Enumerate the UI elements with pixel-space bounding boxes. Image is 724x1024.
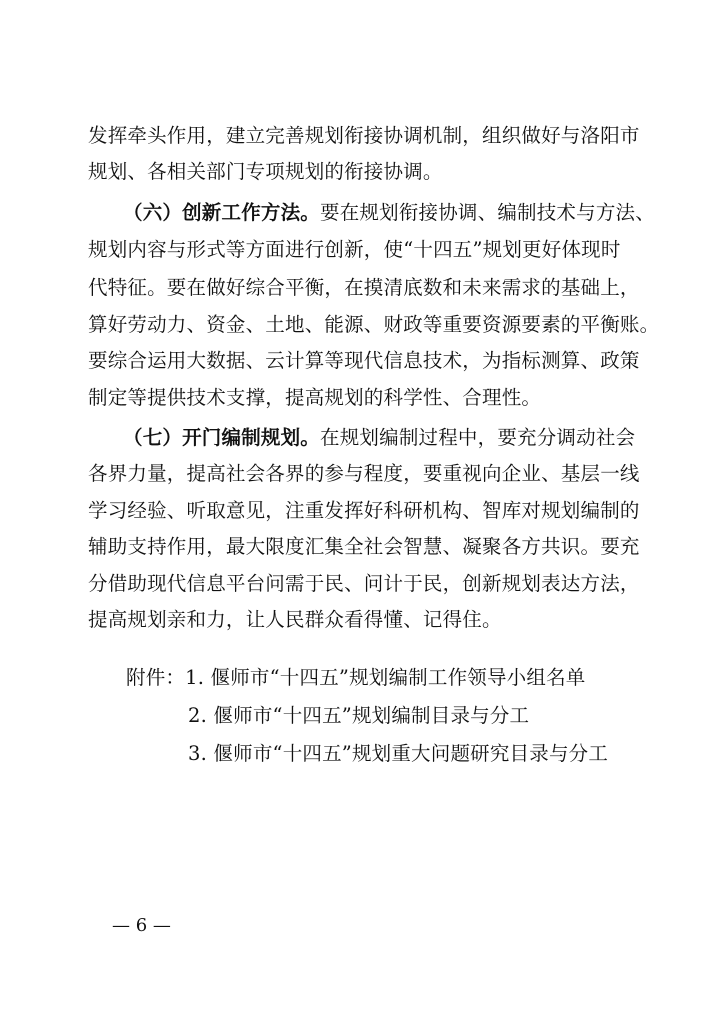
attachments-label: 附件： <box>126 666 186 689</box>
paragraph-text: 规划、各相关部门专项规划的衔接协调。 <box>88 160 443 183</box>
page-number: — 6 — <box>112 915 171 936</box>
paragraph-text: 制定等提供技术支撑，提高规划的科学性、合理性。 <box>88 386 542 409</box>
attachment-title: 偃师市“十四五”规划编制目录与分工 <box>213 704 530 727</box>
attachment-number: 2. <box>188 704 208 727</box>
attachment-number: 3. <box>188 742 208 765</box>
paragraph-text: 要在规划衔接协调、编制技术与方法、 <box>320 201 655 224</box>
paragraph-line <box>88 238 621 262</box>
attachment-item <box>188 742 608 766</box>
paragraph-text: 分借助现代信息平台问需于民、问计于民，创新规划表达方法， <box>88 572 640 595</box>
paragraph-text: 规划内容与形式等方面进行创新，使“十四五”规划更好体现时 <box>88 238 621 261</box>
paragraph-line <box>88 608 502 632</box>
paragraph-line <box>88 124 640 148</box>
paragraph-line <box>88 499 640 523</box>
paragraph-text: 要综合运用大数据、云计算等现代信息技术，为指标测算、政策 <box>88 349 640 372</box>
paragraph-line <box>88 276 640 300</box>
paragraph-text: 算好劳动力、资金、土地、能源、财政等重要资源要素的平衡账。 <box>88 313 660 336</box>
attachment-item <box>126 666 585 690</box>
paragraph-line <box>88 313 659 337</box>
attachment-item <box>188 704 529 728</box>
paragraph-line <box>88 386 541 410</box>
paragraph-text: 发挥牵头作用，建立完善规划衔接协调机制，组织做好与洛阳市 <box>88 124 640 147</box>
paragraph-line <box>88 160 443 184</box>
section-heading-line <box>123 201 655 225</box>
paragraph-line <box>88 349 640 373</box>
paragraph-text: 辅助支持作用，最大限度汇集全社会智慧、凝聚各方共识。要充 <box>88 535 640 558</box>
section-heading-open-planning: （七）开门编制规划。 <box>123 426 321 449</box>
section-heading-innovation: （六）创新工作方法。 <box>123 201 321 224</box>
section-heading-line <box>123 426 635 450</box>
paragraph-text: 各界力量，提高社会各界的参与程度，要重视向企业、基层一线 <box>88 462 640 485</box>
paragraph-text: 提高规划亲和力，让人民群众看得懂、记得住。 <box>88 608 502 631</box>
paragraph-text: 在规划编制过程中，要充分调动社会 <box>320 426 636 449</box>
paragraph-line <box>88 462 640 486</box>
paragraph-text: 代特征。要在做好综合平衡，在摸清底数和未来需求的基础上， <box>88 276 640 299</box>
paragraph-text: 学习经验、听取意见，注重发挥好科研机构、智库对规划编制的 <box>88 499 640 522</box>
attachment-title: 偃师市“十四五”规划重大问题研究目录与分工 <box>213 742 609 765</box>
paragraph-line <box>88 535 640 559</box>
attachment-number: 1. <box>185 666 205 689</box>
attachment-title: 偃师市“十四五”规划编制工作领导小组名单 <box>210 666 586 689</box>
paragraph-line <box>88 572 640 596</box>
